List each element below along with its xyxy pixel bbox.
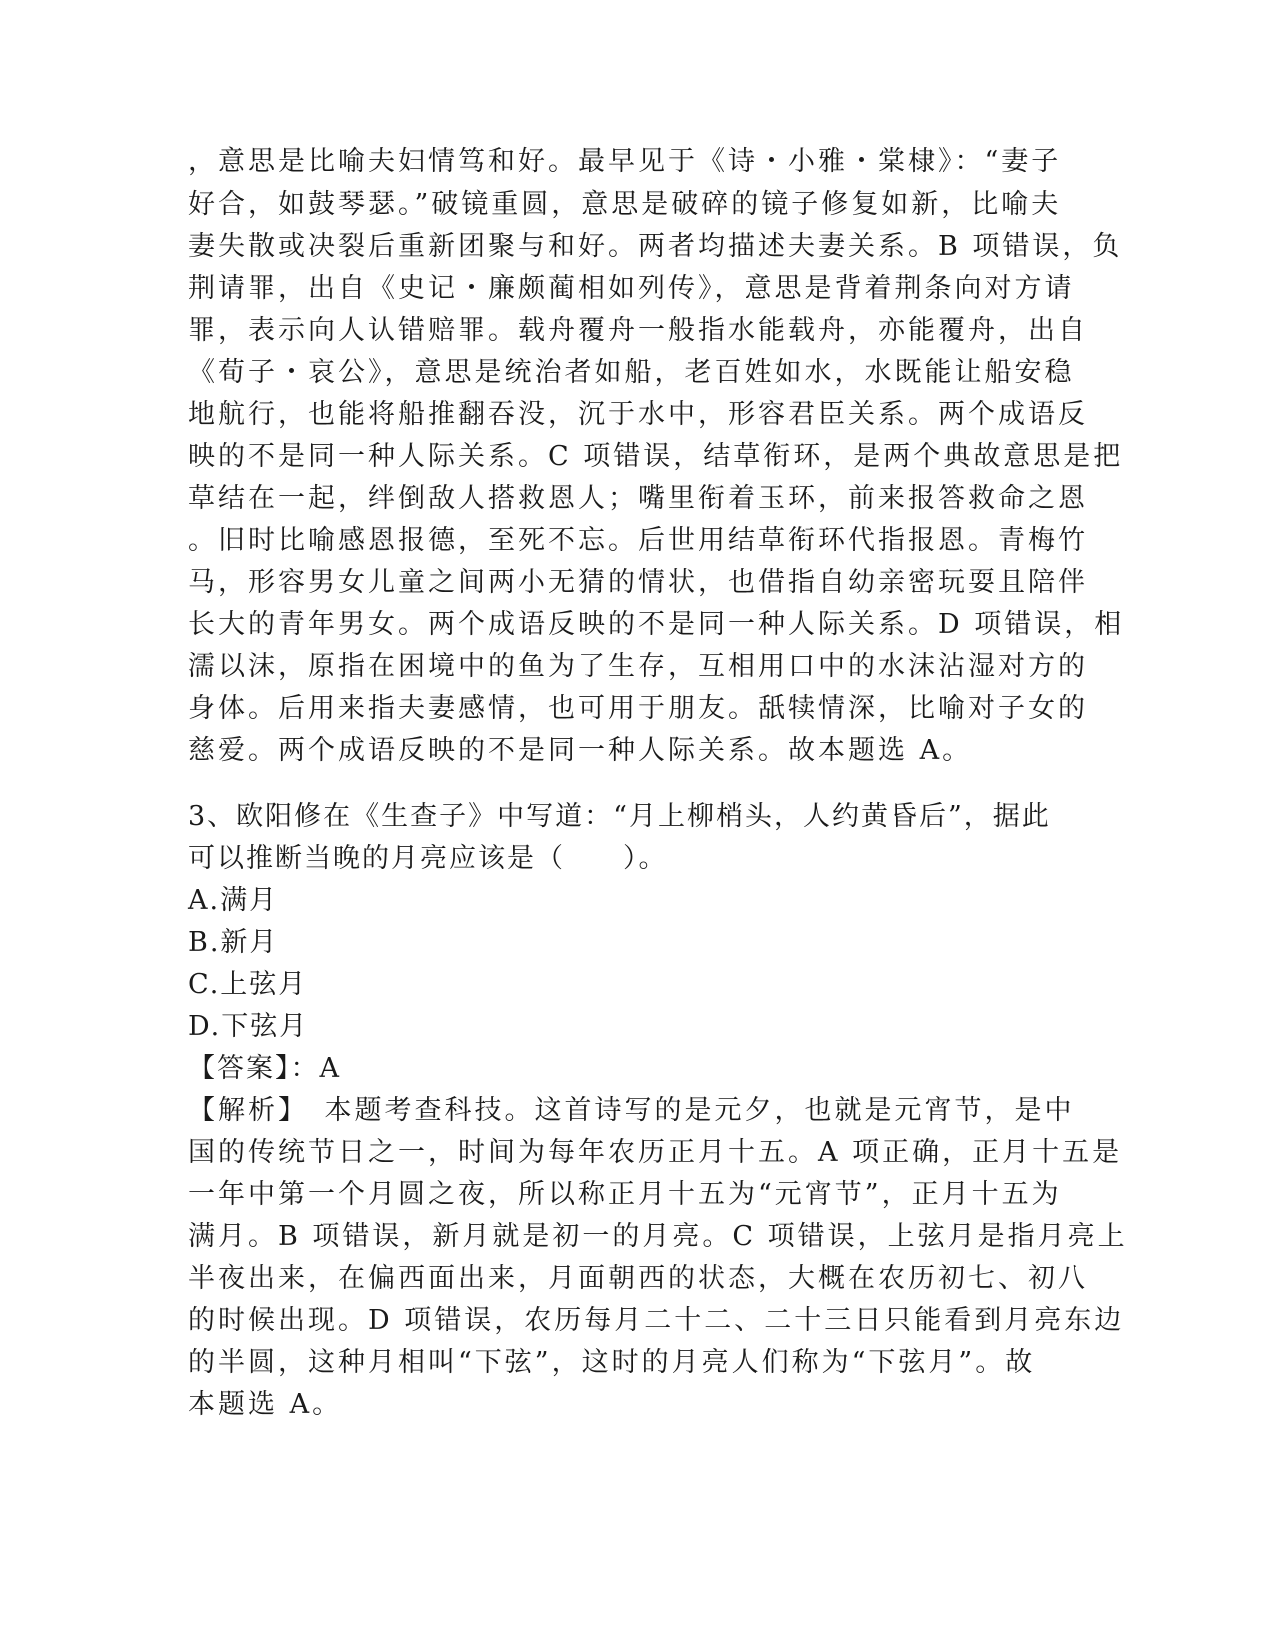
explanation-line: 满月。B 项错误，新月就是初一的月亮。C 项错误，上弦月是指月亮上 — [188, 1221, 1128, 1252]
explanation-line: 《荀子・哀公》，意思是统治者如船，老百姓如水，水既能让船安稳 — [188, 357, 1075, 388]
explanation-line: 草结在一起，绊倒敌人搭救恩人；嘴里衔着玉环，前来报答救命之恩 — [188, 483, 1088, 514]
explanation-line: 映的不是同一种人际关系。C 项错误，结草衔环，是两个典故意思是把 — [188, 441, 1124, 472]
answer-line: 【答案】：A — [188, 1053, 341, 1084]
explanation-line: 身体。后用来指夫妻感情，也可用于朋友。舐犊情深，比喻对子女的 — [188, 693, 1088, 724]
explanation-line: 的半圆，这种月相叫“下弦”，这时的月亮人们称为“下弦月”。故 — [188, 1347, 1036, 1378]
explanation-line: 本题选 A。 — [188, 1389, 343, 1420]
explanation-line: 【解析】 本题考查科技。这首诗写的是元夕，也就是元宵节，是中 — [188, 1095, 1075, 1126]
explanation-line: 国的传统节日之一，时间为每年农历正月十五。A 项正确，正月十五是 — [188, 1137, 1123, 1168]
option-a: A.满月 — [188, 885, 279, 916]
explanation-line: 好合，如鼓琴瑟。”破镜重圆，意思是破碎的镜子修复如新，比喻夫 — [188, 189, 1062, 220]
explanation-line: 妻失散或决裂后重新团聚与和好。两者均描述夫妻关系。B 项错误，负 — [188, 231, 1123, 262]
option-b: B.新月 — [188, 927, 279, 958]
option-d: D.下弦月 — [188, 1011, 309, 1042]
explanation-line: 罪，表示向人认错赔罪。载舟覆舟一般指水能载舟，亦能覆舟，出自 — [188, 315, 1088, 346]
option-c: C.上弦月 — [188, 969, 308, 1000]
explanation-line: 半夜出来，在偏西面出来，月面朝西的状态，大概在农历初七、初八 — [188, 1263, 1088, 1294]
explanation-line: 的时候出现。D 项错误，农历每月二十二、二十三日只能看到月亮东边 — [188, 1305, 1125, 1336]
explanation-line: 地航行，也能将船推翻吞没，沉于水中，形容君臣关系。两个成语反 — [188, 399, 1088, 430]
explanation-line: 濡以沫，原指在困境中的鱼为了生存，互相用口中的水沫沾湿对方的 — [188, 651, 1088, 682]
explanation-line: 荆请罪，出自《史记・廉颇蔺相如列传》，意思是背着荆条向对方请 — [188, 273, 1075, 304]
explanation-line: ，意思是比喻夫妇情笃和好。最早见于《诗・小雅・棠棣》：“妻子 — [188, 146, 1062, 177]
explanation-line: 马，形容男女儿童之间两小无猜的情状，也借指自幼亲密玩耍且陪伴 — [188, 567, 1088, 598]
question-stem: 可以推断当晚的月亮应该是（ ）。 — [188, 843, 668, 874]
explanation-line: 慈爱。两个成语反映的不是同一种人际关系。故本题选 A。 — [188, 735, 973, 766]
explanation-line: 一年中第一个月圆之夜，所以称正月十五为“元宵节”，正月十五为 — [188, 1179, 1062, 1210]
explanation-line: 长大的青年男女。两个成语反映的不是同一种人际关系。D 项错误，相 — [188, 609, 1125, 640]
question-stem: 3、欧阳修在《生查子》中写道：“月上柳梢头，人约黄昏后”，据此 — [188, 801, 1051, 832]
explanation-line: 。旧时比喻感恩报德，至死不忘。后世用结草衔环代指报恩。青梅竹 — [188, 525, 1088, 556]
